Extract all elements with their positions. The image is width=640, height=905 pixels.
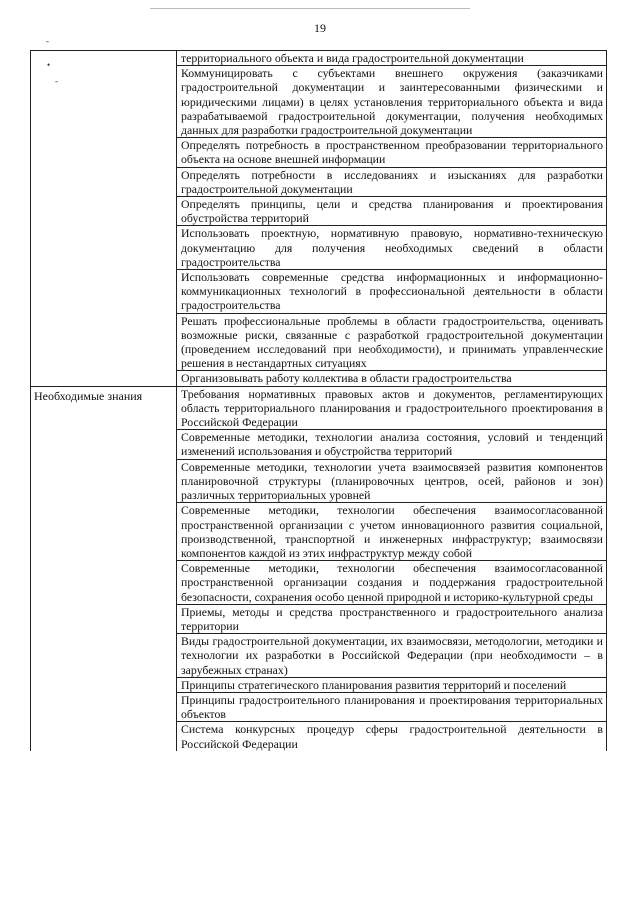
knowledge-item: Принципы градостроительного планирования и проектирования территориальных объектов [177, 693, 607, 722]
skill-item: Организовывать работу коллектива в области градостроительства [177, 371, 607, 386]
skill-item: Определять принципы, цели и средства планирования и проектирования обустройства территорий [177, 197, 607, 226]
scan-edge-line [150, 8, 470, 9]
knowledge-item: Система конкурсных процедур сферы градостроительной деятельности в Российской Федерации [177, 722, 607, 750]
required-knowledge-label: Необходимые знания [31, 387, 177, 751]
scan-mark: - [55, 76, 58, 86]
skill-item: Использовать проектную, нормативную правовую, нормативно-техническую документацию для получения необходимых сведений в области градостроительства [177, 226, 607, 270]
knowledge-item: Современные методики, технологии обеспечения взаимосогласованной пространственной организации создания и поддержания градостроительной безопасности, сохранения особо ценной природной и историко-культурной среды [177, 561, 607, 605]
skill-item: Коммуницировать с субъектами внешнего окружения (заказчиками градостроительной документации и заинтересованными физическими и юридическими лицами) в целях установления территориального объекта и вида разрабатываемой градостроительной документации, получения необходимых данных для разработки градостроительной документации [177, 66, 607, 138]
knowledge-item: Приемы, методы и средства пространственного и градостроительного анализа территории [177, 605, 607, 634]
table-row-label [31, 51, 177, 387]
knowledge-item: Современные методики, технологии анализа состояния, условий и тенденций изменений использования и обустройства территорий [177, 430, 607, 459]
page-number: 19 [314, 21, 326, 35]
skill-item: территориального объекта и вида градостроительной документации [177, 51, 607, 66]
scan-mark: - [46, 36, 49, 46]
skill-item: Решать профессиональные проблемы в области градостроительства, оценивать возможные риски, связанные с разработкой градостроительной документации (проведением исследований при необходимости), и принимать управленческие решения в нестандартных ситуациях [177, 314, 607, 372]
competency-table [30, 50, 607, 751]
skill-item: Использовать современные средства информационных и информационно-коммуникационных технологий в профессиональной деятельности в области градостроительства [177, 270, 607, 314]
knowledge-item: Современные методики, технологии обеспечения взаимосогласованной пространственной организации с учетом инновационного развития социальной, производственной, транспортной и инженерных инфраструктур; взаимосвязи компонентов каждой из этих инфраструктур между собой [177, 503, 607, 561]
knowledge-item: Виды градостроительной документации, их взаимосвязи, методологии, методики и технологии их разработки в Российской Федерации (при необходимости – в зарубежных странах) [177, 634, 607, 678]
scan-mark: • [47, 60, 51, 70]
skill-item: Определять потребность в пространственном преобразовании территориального объекта на основе внешней информации [177, 138, 607, 167]
knowledge-item: Требования нормативных правовых актов и документов, регламентирующих область территориального планирования и градостроительного проектирования в Российской Федерации [177, 387, 607, 431]
knowledge-item: Принципы стратегического планирования развития территорий и поселений [177, 678, 607, 693]
skill-item: Определять потребности в исследованиях и изысканиях для разработки градостроительной документации [177, 168, 607, 197]
knowledge-item: Современные методики, технологии учета взаимосвязей развития компонентов планировочной структуры (планировочных центров, осей, районов и зон) различных территориальных уровней [177, 460, 607, 504]
